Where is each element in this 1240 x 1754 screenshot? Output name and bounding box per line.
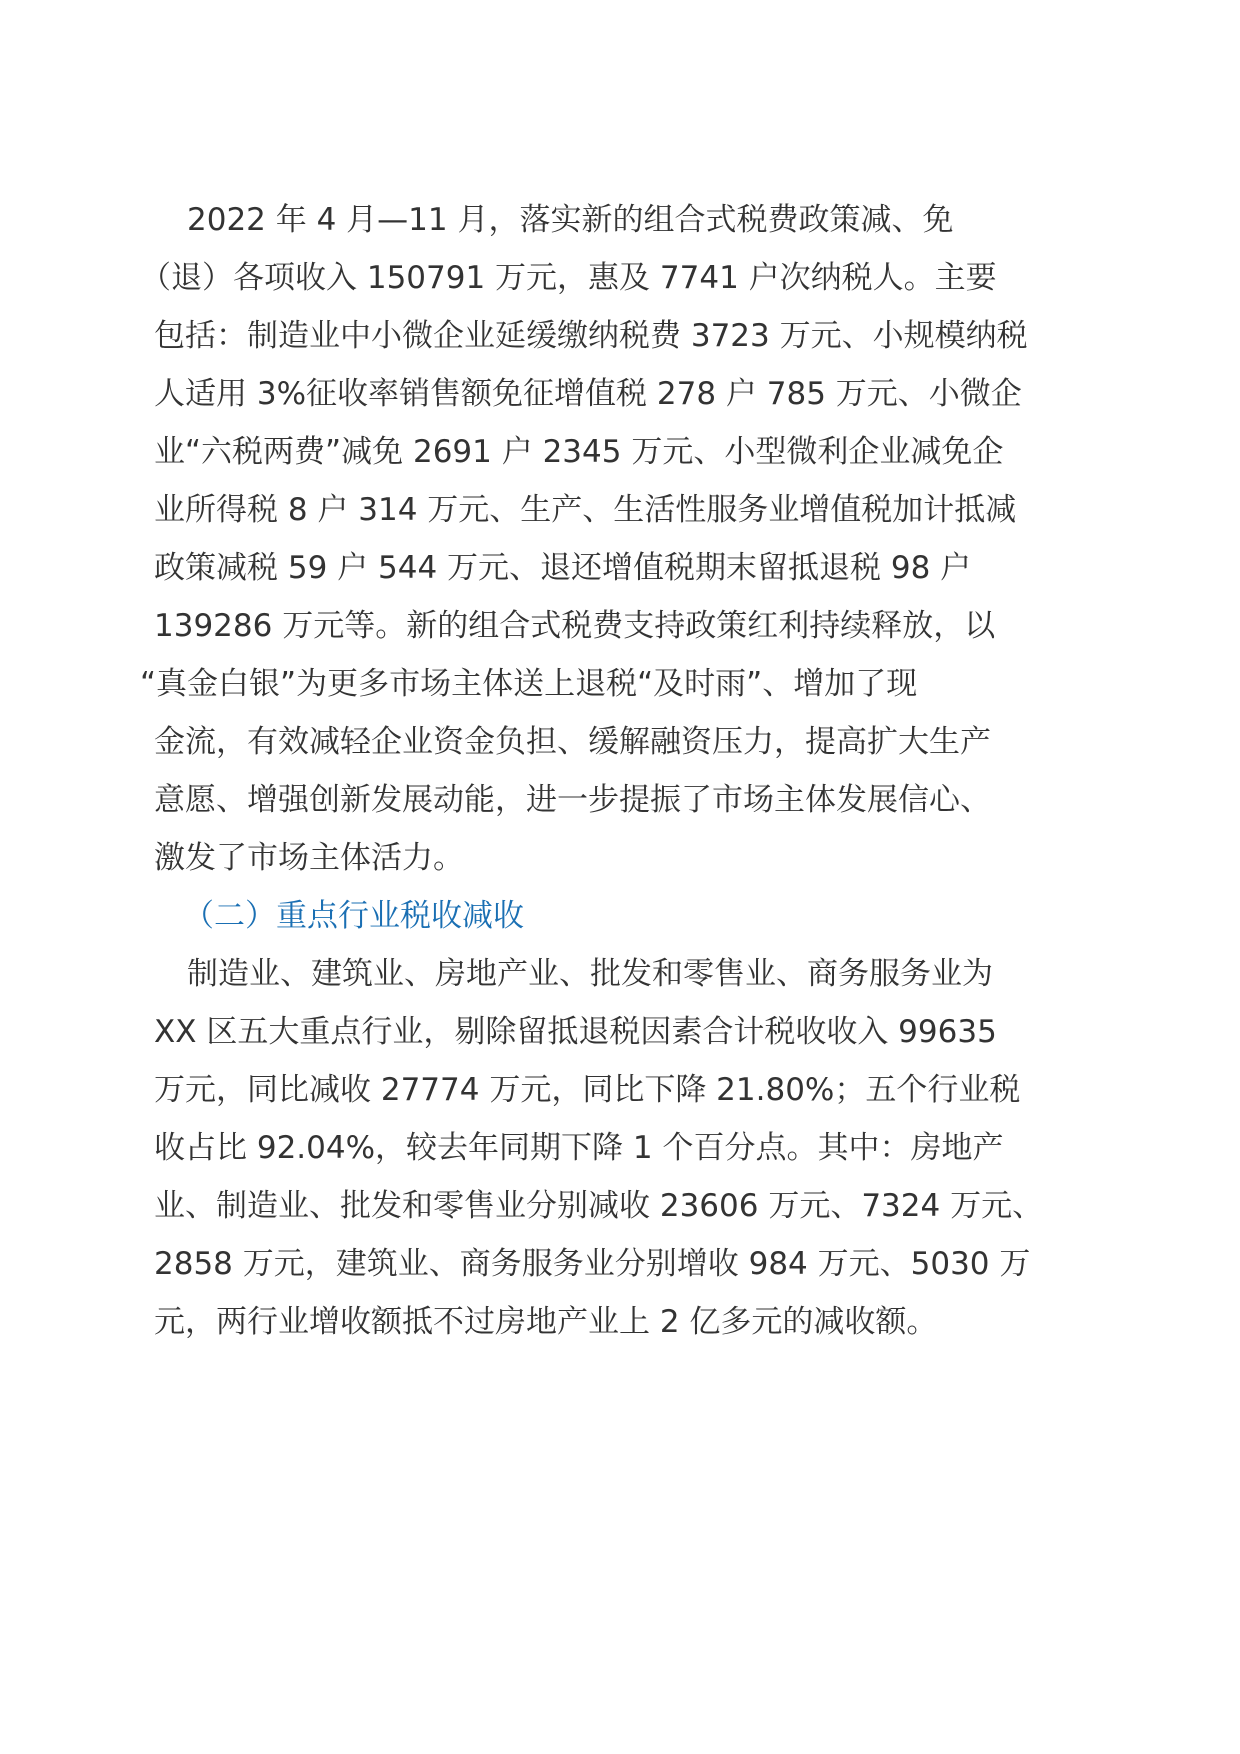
paragraph-line: 业所得税 8 户 314 万元、生产、生活性服务业增值税加计抵减 xyxy=(154,492,1017,528)
paragraph-line: 2022 年 4 月—11 月，落实新的组合式税费政策减、免 xyxy=(187,202,954,238)
paragraph-line: “真金白银”为更多市场主体送上退税“及时雨”、增加了现 xyxy=(140,666,918,702)
section-heading: （二）重点行业税收减收 xyxy=(183,898,524,934)
paragraph-line: 2858 万元，建筑业、商务服务业分别增收 984 万元、5030 万 xyxy=(154,1246,1031,1282)
paragraph-line: 制造业、建筑业、房地产业、批发和零售业、商务服务业为 xyxy=(187,956,993,992)
paragraph-line: 万元，同比减收 27774 万元，同比下降 21.80%；五个行业税 xyxy=(154,1072,1021,1108)
paragraph-line: XX 区五大重点行业，剔除留抵退税因素合计税收收入 99635 xyxy=(154,1014,997,1050)
paragraph-line: 元，两行业增收额抵不过房地产业上 2 亿多元的减收额。 xyxy=(154,1304,938,1340)
paragraph-line: 政策减税 59 户 544 万元、退还增值税期末留抵退税 98 户 xyxy=(154,550,972,586)
paragraph-line: 收占比 92.04%，较去年同期下降 1 个百分点。其中：房地产 xyxy=(154,1130,1004,1166)
paragraph-line: 139286 万元等。新的组合式税费支持政策红利持续释放，以 xyxy=(154,608,996,644)
paragraph-line: （退）各项收入 150791 万元，惠及 7741 户次纳税人。主要 xyxy=(140,260,997,296)
paragraph-line: 金流，有效减轻企业资金负担、缓解融资压力，提高扩大生产 xyxy=(154,724,991,760)
paragraph-line: 激发了市场主体活力。 xyxy=(154,840,464,876)
paragraph-line: 包括：制造业中小微企业延缓缴纳税费 3723 万元、小规模纳税 xyxy=(154,318,1028,354)
paragraph-line: 意愿、增强创新发展动能，进一步提振了市场主体发展信心、 xyxy=(154,782,991,818)
paragraph-line: 业“六税两费”减免 2691 户 2345 万元、小型微利企业减免企 xyxy=(154,434,1004,470)
paragraph-line: 人适用 3%征收率销售额免征增值税 278 户 785 万元、小微企 xyxy=(154,376,1022,412)
paragraph-line: 业、制造业、批发和零售业分别减收 23606 万元、7324 万元、 xyxy=(154,1188,1044,1224)
